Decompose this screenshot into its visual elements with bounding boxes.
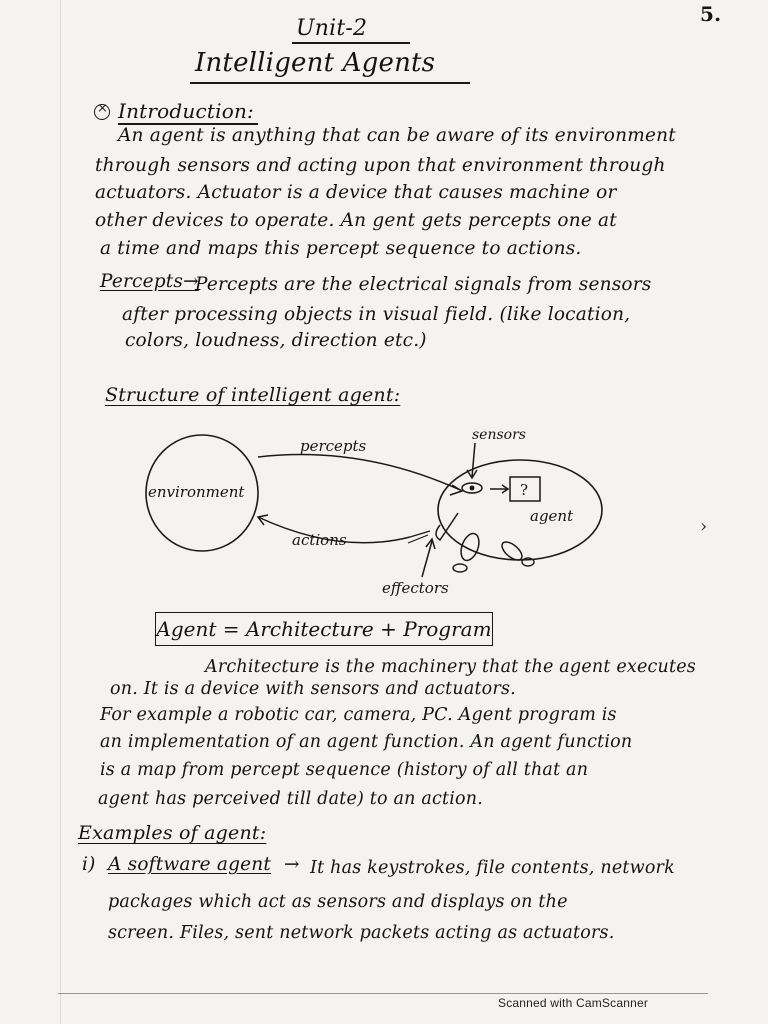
arch-line-4: an implementation of an agent function. An agent function — [100, 732, 633, 752]
intro-line-2: through sensors and acting upon that environment through — [95, 155, 666, 176]
page-number: 5. — [700, 2, 722, 26]
percepts-arrow — [258, 454, 460, 490]
intro-line-1: An agent is anything that can be aware of its environment — [118, 125, 676, 146]
example-line-1: It has keystrokes, file contents, network — [310, 858, 675, 878]
formula-text: Agent = Architecture + Program — [156, 617, 492, 641]
intro-line-5: a time and maps this percept sequence to actions. — [100, 238, 582, 259]
margin-line — [60, 0, 61, 1024]
arch-line-5: is a map from percept sequence (history of all that an — [100, 760, 589, 780]
example-line-3: screen. Files, sent network packets acting as actuators. — [108, 923, 615, 943]
actions-label: actions — [292, 531, 347, 549]
formula-box — [155, 612, 493, 646]
structure-heading: Structure of intelligent agent: — [105, 384, 401, 406]
example-arrow: → — [284, 854, 300, 875]
environment-label: environment — [148, 483, 245, 501]
arch-line-2: on. It is a device with sensors and actuators. — [110, 679, 516, 699]
sensors-arrow — [472, 443, 475, 477]
percepts-line-2: after processing objects in visual field. (like location, — [122, 304, 631, 325]
margin-mark: › — [700, 516, 708, 537]
percepts-line-3: colors, loudness, direction etc.) — [125, 330, 427, 351]
percepts-label: Percepts→ — [100, 271, 199, 292]
example-label: A software agent — [108, 854, 272, 875]
intro-line-4: other devices to operate. An gent gets percepts one at — [95, 210, 617, 231]
percepts-line-1: Percepts are the electrical signals from sensors — [195, 274, 652, 295]
title-underline — [190, 82, 470, 84]
effector-leg-1 — [458, 531, 483, 563]
page-bottom-line — [58, 993, 708, 994]
introduction-heading: Introduction: — [118, 99, 254, 123]
sensors-label: sensors — [472, 427, 526, 443]
intro-line-3: actuators. Actuator is a device that causes machine or — [95, 182, 617, 203]
unit-underline — [292, 42, 410, 44]
examples-heading: Examples of agent: — [78, 822, 267, 844]
unit-heading: Unit-2 — [296, 16, 368, 41]
unknown-label: ? — [520, 481, 529, 499]
percepts-diagram-label: percepts — [300, 437, 367, 455]
bullet-icon — [94, 104, 110, 120]
example-line-2: packages which act as sensors and displays on the — [108, 892, 568, 912]
page-title: Intelligent Agents — [195, 48, 436, 78]
agent-structure-diagram — [140, 425, 610, 605]
example-marker: i) — [82, 854, 96, 875]
arch-line-1: Architecture is the machinery that the agent executes — [205, 657, 696, 677]
effectors-label: effectors — [382, 579, 449, 597]
arch-line-6: agent has perceived till date) to an action. — [98, 789, 484, 809]
arch-line-3: For example a robotic car, camera, PC. Agent program is — [100, 705, 617, 725]
agent-label: agent — [530, 507, 574, 525]
scanner-watermark: Scanned with CamScanner — [498, 996, 649, 1010]
